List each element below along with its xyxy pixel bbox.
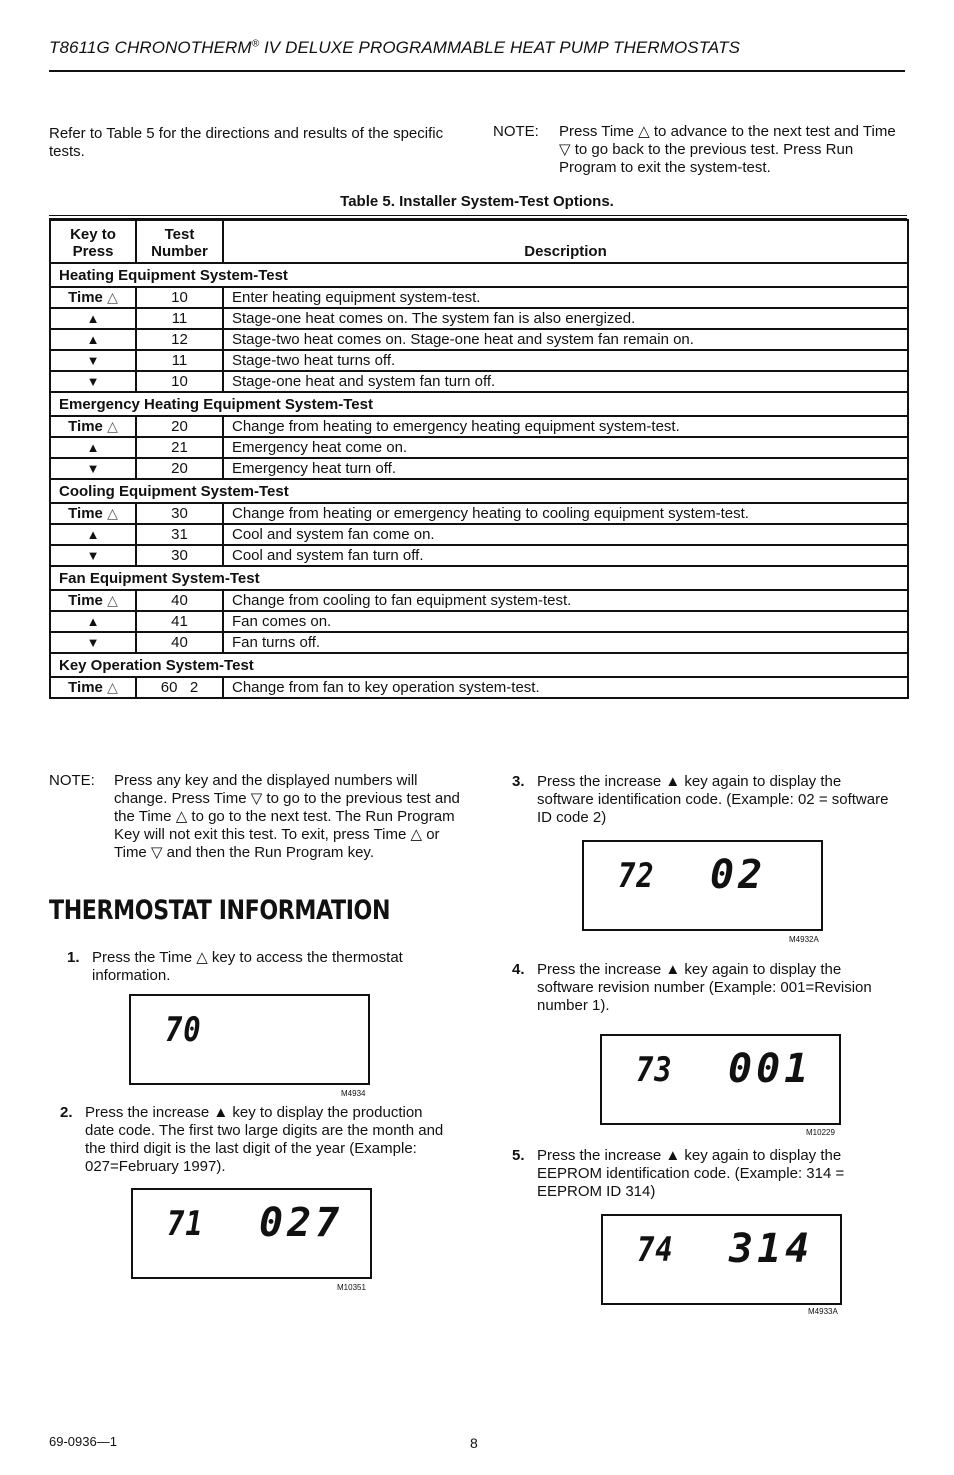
header-key-to-press: Key to Press <box>50 220 136 263</box>
description-cell: Change from fan to key operation system-test. <box>223 677 908 698</box>
description-cell: Emergency heat turn off. <box>223 458 908 479</box>
table-row <box>50 329 908 350</box>
intro-paragraph: Refer to Table 5 for the directions and results of the specific tests. <box>49 125 444 160</box>
lcd-display-74 <box>601 1214 842 1305</box>
key-cell <box>50 308 136 329</box>
description-cell: Change from cooling to fan equipment system-test. <box>223 590 908 611</box>
table-row <box>50 350 908 371</box>
header-rule <box>49 70 905 72</box>
table-row <box>50 545 908 566</box>
test-number-cell: 21 <box>136 437 223 458</box>
up-triangle-icon: △ <box>107 289 118 305</box>
key-label: ▼ <box>86 461 100 476</box>
description-cell: Stage-two heat turns off. <box>223 350 908 371</box>
test-number-cell: 41 <box>136 611 223 632</box>
key-label: ▼ <box>86 353 100 368</box>
step-number: 4. <box>512 961 525 978</box>
key-label: ▲ <box>86 440 100 455</box>
key-label: Time <box>68 592 103 609</box>
section-row <box>50 653 908 677</box>
table-row <box>50 458 908 479</box>
table-row <box>50 503 908 524</box>
note-text: Press any key and the displayed numbers will change. Press Time ▽ to go to the previous test and the Time △ to go to the next test. The Run Program Key will not exit this test. To exit, press Time △ or Time ▽ and then the Run Program key. <box>114 772 460 861</box>
key-label: ▼ <box>86 635 100 650</box>
lcd-large-digits: 02 <box>710 852 767 898</box>
lcd-small-digits: 71 <box>167 1204 204 1244</box>
section-title: THERMOSTAT INFORMATION <box>49 895 391 926</box>
key-cell <box>50 503 136 524</box>
figure-code: M10229 <box>806 1128 835 1137</box>
test-number-cell: 10 <box>136 287 223 308</box>
step-text: Press the increase ▲ key again to display the EEPROM identification code. (Example: 314 = EEPROM ID 314) <box>537 1147 845 1200</box>
table-row <box>50 677 908 698</box>
table-row <box>50 590 908 611</box>
note-label: NOTE: <box>493 123 539 140</box>
table-row <box>50 371 908 392</box>
description-cell: Change from heating or emergency heating to cooling equipment system-test. <box>223 503 908 524</box>
test-number-cell: 60 2 <box>136 677 223 698</box>
table-row <box>50 308 908 329</box>
test-number-cell: 20 <box>136 416 223 437</box>
description-cell: Stage-one heat comes on. The system fan is also energized. <box>223 308 908 329</box>
lcd-small-digits: 70 <box>165 1010 202 1050</box>
lcd-display-70 <box>129 994 370 1085</box>
section-row <box>50 566 908 590</box>
section-title-cell: Heating Equipment System-Test <box>50 263 908 287</box>
key-cell <box>50 611 136 632</box>
test-number-cell: 30 <box>136 545 223 566</box>
table-row <box>50 437 908 458</box>
description-cell: Cool and system fan come on. <box>223 524 908 545</box>
section-row <box>50 392 908 416</box>
description-cell: Enter heating equipment system-test. <box>223 287 908 308</box>
step-text: Press the increase ▲ key to display the production date code. The first two large digits are the month and the third digit is the last digit of the year (Example: 027=February 1997). <box>85 1104 444 1175</box>
key-cell <box>50 416 136 437</box>
lcd-large-digits: 027 <box>259 1200 344 1246</box>
doc-number: 69-0936—1 <box>49 1434 117 1449</box>
section-title-cell: Cooling Equipment System-Test <box>50 479 908 503</box>
step-text: Press the increase ▲ key again to display the software identification code. (Example: 02 = software ID code 2) <box>537 773 889 826</box>
key-label: ▲ <box>86 311 100 326</box>
up-triangle-icon: △ <box>107 592 118 608</box>
figure-code: M4934 <box>341 1089 366 1098</box>
lcd-display-71 <box>131 1188 372 1279</box>
section-title-cell: Fan Equipment System-Test <box>50 566 908 590</box>
description-cell: Cool and system fan turn off. <box>223 545 908 566</box>
header-title-main: T8611G CHRONOTHERM <box>49 38 252 57</box>
section-row <box>50 479 908 503</box>
up-triangle-icon: △ <box>107 505 118 521</box>
figure-code: M10351 <box>337 1283 366 1292</box>
figure-code: M4932A <box>789 935 819 944</box>
step-text: Press the Time △ key to access the thermostat information. <box>92 949 403 984</box>
lcd-large-digits: 314 <box>729 1226 814 1272</box>
lcd-large-digits: 001 <box>728 1046 813 1092</box>
section-row <box>50 263 908 287</box>
key-cell <box>50 287 136 308</box>
test-number-cell: 11 <box>136 350 223 371</box>
note-text: Press Time △ to advance to the next test and Time ▽ to go back to the previous test. Press Run Program to exit the system-test. <box>559 123 896 176</box>
lcd-small-digits: 73 <box>636 1050 673 1090</box>
header-test-number: Test Number <box>136 220 223 263</box>
description-cell: Change from heating to emergency heating equipment system-test. <box>223 416 908 437</box>
step-number: 2. <box>60 1104 73 1121</box>
key-label: ▲ <box>86 332 100 347</box>
table-caption: Table 5. Installer System-Test Options. <box>340 193 614 210</box>
note-label: NOTE: <box>49 772 95 789</box>
key-cell <box>50 524 136 545</box>
key-label: Time <box>68 679 103 696</box>
key-label: ▼ <box>86 548 100 563</box>
step-number: 5. <box>512 1147 525 1164</box>
table-row <box>50 611 908 632</box>
description-cell: Stage-one heat and system fan turn off. <box>223 371 908 392</box>
key-label: Time <box>68 505 103 522</box>
test-number-cell: 30 <box>136 503 223 524</box>
page-number: 8 <box>470 1435 478 1451</box>
key-cell <box>50 677 136 698</box>
key-label: Time <box>68 289 103 306</box>
test-number-cell: 31 <box>136 524 223 545</box>
key-label: ▲ <box>86 527 100 542</box>
key-label: ▼ <box>86 374 100 389</box>
description-cell: Fan comes on. <box>223 611 908 632</box>
page-header-title <box>49 38 740 58</box>
key-cell <box>50 371 136 392</box>
step-number: 1. <box>67 949 80 966</box>
description-cell: Stage-two heat comes on. Stage-one heat and system fan remain on. <box>223 329 908 350</box>
figure-code: M4933A <box>808 1307 838 1316</box>
test-number-cell: 10 <box>136 371 223 392</box>
key-cell <box>50 329 136 350</box>
key-cell <box>50 350 136 371</box>
lcd-small-digits: 74 <box>637 1230 674 1270</box>
lcd-display-72 <box>582 840 823 931</box>
header-description: Description <box>223 220 908 263</box>
table-row <box>50 416 908 437</box>
key-label: Time <box>68 418 103 435</box>
description-cell: Fan turns off. <box>223 632 908 653</box>
test-number-cell: 40 <box>136 590 223 611</box>
key-cell <box>50 437 136 458</box>
step-text: Press the increase ▲ key again to display the software revision number (Example: 001=Revision number 1). <box>537 961 872 1014</box>
table-row <box>50 632 908 653</box>
key-cell <box>50 545 136 566</box>
system-test-table <box>49 215 907 699</box>
test-number-cell: 40 <box>136 632 223 653</box>
test-number-cell: 12 <box>136 329 223 350</box>
up-triangle-icon: △ <box>107 418 118 434</box>
lcd-small-digits: 72 <box>618 856 655 896</box>
up-triangle-icon: △ <box>107 679 118 695</box>
step-number: 3. <box>512 773 525 790</box>
header-title-rest: IV DELUXE PROGRAMMABLE HEAT PUMP THERMOSTATS <box>259 38 741 57</box>
table-row <box>50 524 908 545</box>
description-cell: Emergency heat come on. <box>223 437 908 458</box>
key-cell <box>50 632 136 653</box>
table-row <box>50 287 908 308</box>
test-number-cell: 11 <box>136 308 223 329</box>
registered-mark: ® <box>251 38 260 50</box>
key-cell <box>50 458 136 479</box>
key-cell <box>50 590 136 611</box>
section-title-cell: Emergency Heating Equipment System-Test <box>50 392 908 416</box>
test-number-cell: 20 <box>136 458 223 479</box>
section-title-cell: Key Operation System-Test <box>50 653 908 677</box>
lcd-display-73 <box>600 1034 841 1125</box>
key-label: ▲ <box>86 614 100 629</box>
